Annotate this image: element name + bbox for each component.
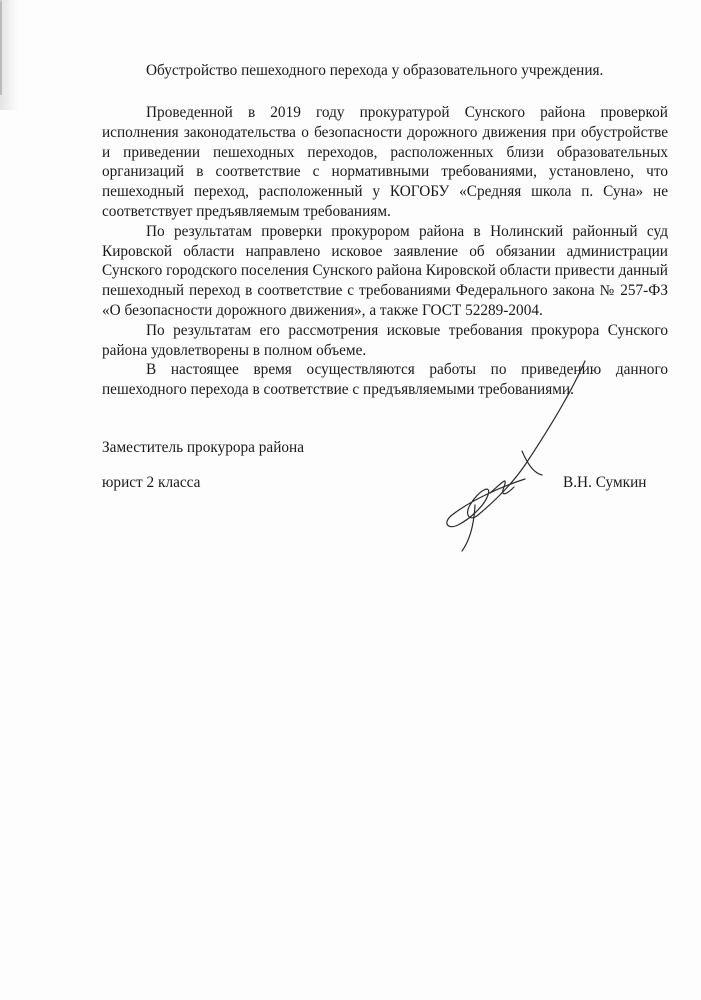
handwritten-signature-icon (430, 355, 600, 555)
scan-edge-shadow (0, 0, 18, 110)
scan-edge-line (0, 0, 2, 95)
signer-position: Заместитель прокурора района (102, 439, 305, 456)
paragraph-1: Проведенной в 2019 году прокуратурой Сунского района проверкой исполнения законодательства о безопасности дорожного движения при обустройстве и приведении пешеходных переходов, расположенных близи образовательных организаций в соответствие с нормативными требованиями, установлено, что пешеходный переход, расположенный у КОГОБУ «Средняя школа п. Суна» не соответствует предъявляемым требованиям. (102, 104, 668, 220)
paragraph-3: По результатам его рассмотрения исковые требования прокурора Сунского района удовлетворены в полном объеме. (102, 321, 668, 359)
paragraph-4: В настоящее время осуществляются работы по приведению данного пешеходного перехода в соответствие с предъявляемыми требованиями. (102, 361, 668, 399)
document-title: Обустройство пешеходного перехода у образовательного учреждения. (146, 62, 604, 79)
signer-name: В.Н. Сумкин (563, 474, 647, 491)
paragraph-2: По результатам проверки прокурором района в Нолинский районный суд Кировской области направлено исковое заявление об обязании администрации Сунского городского поселения Сунского района Кировской области привести данный пешеходный переход в соответствие с требованиями Федерального закона № 257-ФЗ «О безопасности дорожного движения», а также ГОСТ 52289-2004. (102, 222, 668, 319)
signer-rank: юрист 2 класса (102, 474, 201, 491)
